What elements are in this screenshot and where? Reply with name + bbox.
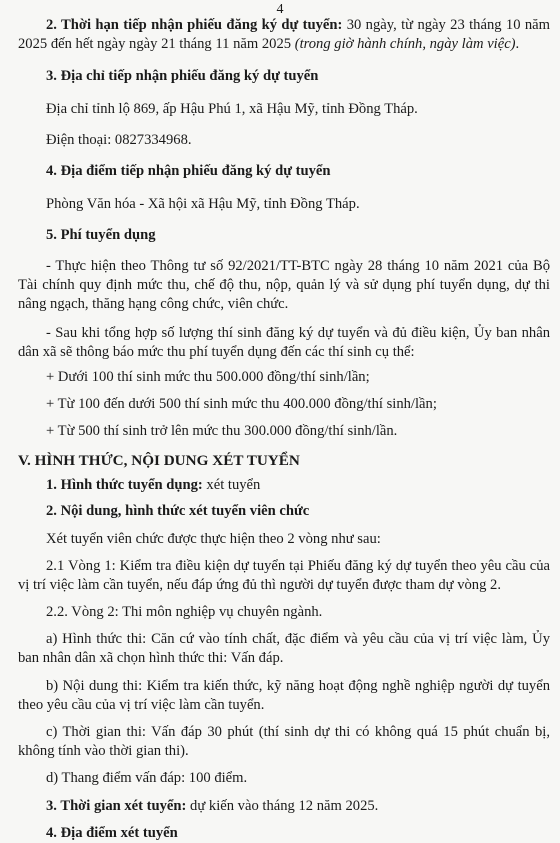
- fee-item-3: + Từ 500 thí sinh trở lên mức thu 300.000 đồng/thí sinh/lần.: [46, 423, 398, 439]
- exam-content: b) Nội dung thi: Kiểm tra kiến thức, kỹ năng hoạt động nghề nghiệp người dự tuyển theo yêu cầu của vị trí việc làm cần tuyển.: [18, 678, 550, 713]
- round-2: 2.2. Vòng 2: Thi môn nghiệp vụ chuyên ngành.: [46, 604, 323, 620]
- section-2-note: (trong giờ hành chính, ngày làm việc): [294, 36, 516, 52]
- content-form-heading: 2. Nội dung, hình thức xét tuyển viên chức: [46, 503, 310, 519]
- fee-item-1: + Dưới 100 thí sinh mức thu 500.000 đồng/thí sinh/lần;: [46, 369, 370, 385]
- selection-time-label: 3. Thời gian xét tuyển:: [46, 798, 187, 814]
- section-2-text: 30 ngày, từ ngày 23 tháng 10 năm 2025 đến hết ngày ngày 21 tháng 11 năm 2025: [18, 17, 550, 52]
- section-5-paragraph-1: - Thực hiện theo Thông tư số 92/2021/TT-BTC ngày 28 tháng 10 năm 2021 của Bộ Tài chính quy định mức thu, chế độ thu, nộp, quản lý và sử dụng phí tuyển dụng, dự thi nâng ngạch, thăng hạng công chức, viên chức.: [18, 258, 550, 312]
- recruitment-form-value: xét tuyển: [202, 477, 261, 493]
- section-v-heading: V. HÌNH THỨC, NỘI DUNG XÉT TUYỂN: [18, 452, 300, 469]
- selection-time-value: dự kiến vào tháng 12 năm 2025.: [186, 798, 379, 814]
- recruitment-form-label: 1. Hình thức tuyển dụng:: [46, 477, 203, 493]
- selection-time: [18, 797, 550, 816]
- rounds-intro: Xét tuyển viên chức được thực hiện theo 2 vòng như sau:: [46, 531, 381, 547]
- exam-time: c) Thời gian thi: Vấn đáp 30 phút (thí sinh dự thi có không quá 15 phút chuẩn bị, không tính vào thời gian thi).: [18, 724, 550, 759]
- fee-item-2: + Từ 100 đến dưới 500 thí sinh mức thu 400.000 đồng/thí sinh/lần;: [46, 396, 437, 412]
- section-4-heading: 4. Địa điểm tiếp nhận phiếu đăng ký dự tuyển: [46, 163, 331, 179]
- section-2-paragraph: [18, 16, 550, 54]
- exam-form: a) Hình thức thi: Căn cứ vào tính chất, đặc điểm và yêu cầu của vị trí việc làm, Ủy ban nhân dân xã chọn hình thức thi: Vấn đáp.: [18, 631, 550, 666]
- recruitment-form: [18, 476, 550, 495]
- section-5-paragraph-2: - Sau khi tổng hợp số lượng thí sinh đăng ký dự tuyển và đủ điều kiện, Ủy ban nhân dân xã sẽ thông báo mức thu phí tuyển dụng đến các thí sinh cụ thể:: [18, 325, 550, 360]
- section-3-phone: Điện thoại: 0827334968.: [46, 132, 192, 148]
- document-body: [18, 16, 550, 843]
- round-1: 2.1 Vòng 1: Kiểm tra điều kiện dự tuyển tại Phiếu đăng ký dự tuyển theo yêu cầu của vị trí việc làm cần tuyển, nếu đáp ứng đủ thì người dự tuyển được tham dự vòng 2.: [18, 558, 550, 593]
- section-4-place: Phòng Văn hóa - Xã hội xã Hậu Mỹ, tỉnh Đồng Tháp.: [46, 196, 360, 212]
- section-2-heading: 2. Thời hạn tiếp nhận phiếu đăng ký dự tuyển:: [46, 17, 343, 33]
- section-5-heading: 5. Phí tuyển dụng: [46, 227, 156, 243]
- section-3-heading: 3. Địa chỉ tiếp nhận phiếu đăng ký dự tuyển: [46, 68, 319, 84]
- section-2-end: .: [515, 36, 520, 52]
- page-number: 4: [276, 2, 284, 17]
- oral-score-scale: d) Thang điểm vấn đáp: 100 điểm.: [46, 770, 248, 786]
- selection-location-heading: 4. Địa điểm xét tuyển: [46, 825, 178, 841]
- section-3-address: Địa chỉ tỉnh lộ 869, ấp Hậu Phú 1, xã Hậu Mỹ, tỉnh Đồng Tháp.: [46, 101, 418, 117]
